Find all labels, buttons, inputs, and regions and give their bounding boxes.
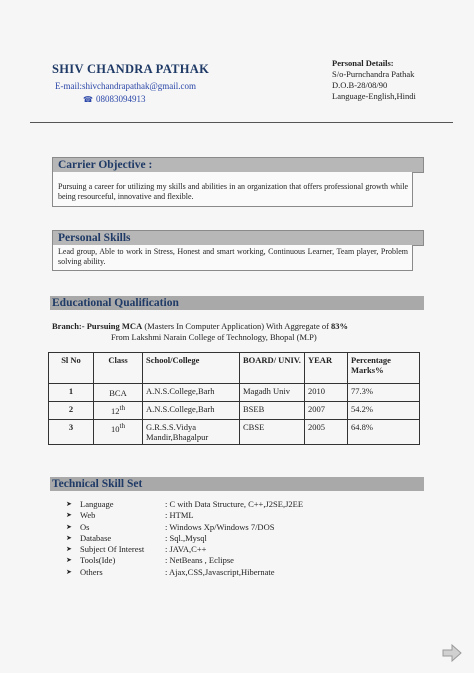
list-item xyxy=(66,499,303,510)
cell-school: G.R.S.S.Vidya Mandir,Bhagalpur xyxy=(143,420,240,445)
education-heading: Educational Qualification xyxy=(50,296,424,310)
personal-skills-heading: Personal Skills xyxy=(52,230,424,246)
cell-board: Magadh Univ xyxy=(240,384,305,402)
phone-number-line xyxy=(83,94,145,104)
personal-details-line: Language-English,Hindi xyxy=(332,91,416,101)
list-item xyxy=(66,567,303,578)
arrow-bullet-icon: ➤ xyxy=(66,533,72,542)
personal-details-line: D.O.B-28/08/90 xyxy=(332,80,388,90)
branch-aggregate: 83% xyxy=(331,321,349,331)
cell-class: 12th xyxy=(94,402,143,420)
branch-prefix: Branch:- Pursuing xyxy=(52,321,122,331)
skill-value: : C with Data Structure, C++,J2SE,J2EE xyxy=(165,499,304,509)
candidate-name: SHIV CHANDRA PATHAK xyxy=(52,62,210,76)
cell-sl: 1 xyxy=(49,384,94,402)
career-objective-heading: Carrier Objective : xyxy=(52,157,424,173)
cell-year: 2005 xyxy=(305,420,348,445)
next-arrow-icon-shape xyxy=(442,644,462,662)
branch-line xyxy=(52,321,348,331)
cell-class: BCA xyxy=(94,384,143,402)
table-row xyxy=(49,402,420,420)
skill-value: : NetBeans , Eclipse xyxy=(165,555,234,566)
personal-details xyxy=(332,58,416,102)
personal-details-title: Personal Details: xyxy=(332,58,394,68)
col-header: School/College xyxy=(143,353,240,384)
cell-school: A.N.S.College,Barh xyxy=(143,384,240,402)
branch-institute: From Lakshmi Narain College of Technology, Bhopal (M.P) xyxy=(111,332,317,342)
col-header: YEAR xyxy=(305,353,348,384)
arrow-bullet-icon: ➤ xyxy=(66,545,72,554)
personal-details-line: S/o-Purnchandra Pathak xyxy=(332,69,415,79)
arrow-bullet-icon: ➤ xyxy=(66,500,72,508)
skill-label: Language xyxy=(80,499,114,509)
technical-skills-heading: Technical Skill Set xyxy=(50,477,424,491)
skill-value: : Ajax,CSS,Javascript,Hibernate xyxy=(165,566,275,577)
cell-sl: 2 xyxy=(49,402,94,420)
list-item xyxy=(66,522,303,533)
branch-degree: MCA xyxy=(121,321,143,331)
personal-skills-text: Lead group, Able to work in Stress, Honest and smart working, Continuous Learner, Team player, Problem solving ability. xyxy=(52,245,413,271)
cell-board: CBSE xyxy=(240,420,305,445)
table-row xyxy=(49,384,420,402)
arrow-bullet-icon: ➤ xyxy=(66,556,72,565)
col-header: Sl No xyxy=(49,353,94,384)
header-divider xyxy=(30,122,453,123)
phone-icon: ☎ xyxy=(83,95,93,104)
cell-sl: 3 xyxy=(49,420,94,445)
skill-label: Subject Of Interest xyxy=(80,544,145,555)
email-address: E-mail:shivchandrapathak@gmail.com xyxy=(55,81,196,91)
skill-label: Tools(Ide) xyxy=(80,555,116,566)
cell-percentage: 77.3% xyxy=(348,384,420,402)
table-row xyxy=(49,420,420,445)
skill-label: Web xyxy=(80,510,96,521)
skill-label: Os xyxy=(80,521,90,532)
cell-percentage: 54.2% xyxy=(348,402,420,420)
arrow-bullet-icon: ➤ xyxy=(66,522,72,531)
skill-value: : JAVA,C++ xyxy=(165,544,207,555)
col-header: Percentage Marks% xyxy=(348,353,420,384)
career-objective-text: Pursuing a career for utilizing my skills and abilities in an organization that offers professional growth while being resourceful, innovative and flexible. xyxy=(52,172,413,207)
col-header: Class xyxy=(94,353,143,384)
phone-number: 08083094913 xyxy=(95,94,146,104)
skill-value: : HTML xyxy=(165,510,194,521)
cell-board: BSEB xyxy=(240,402,305,420)
technical-skills-list xyxy=(66,499,303,578)
cell-school: A.N.S.College,Barh xyxy=(143,402,240,420)
list-item xyxy=(66,533,303,544)
list-item xyxy=(66,544,303,555)
skill-value: : Windows Xp/Windows 7/DOS xyxy=(165,521,275,532)
cell-year: 2007 xyxy=(305,402,348,420)
skill-label: Others xyxy=(80,566,103,577)
next-arrow-icon[interactable] xyxy=(442,644,462,662)
skill-label: Database xyxy=(80,532,112,543)
arrow-bullet-icon: ➤ xyxy=(66,511,72,520)
arrow-bullet-icon: ➤ xyxy=(66,567,72,576)
education-table xyxy=(48,352,420,445)
list-item xyxy=(66,555,303,566)
table-header-row xyxy=(49,353,420,384)
cell-class: 10th xyxy=(94,420,143,445)
cell-year: 2010 xyxy=(305,384,348,402)
list-item xyxy=(66,510,303,521)
cell-percentage: 64.8% xyxy=(348,420,420,445)
skill-value: : Sql.,Mysql xyxy=(165,532,207,543)
col-header: BOARD/ UNIV. xyxy=(240,353,305,384)
branch-description: (Masters In Computer Application) With Aggregate of xyxy=(142,321,332,331)
